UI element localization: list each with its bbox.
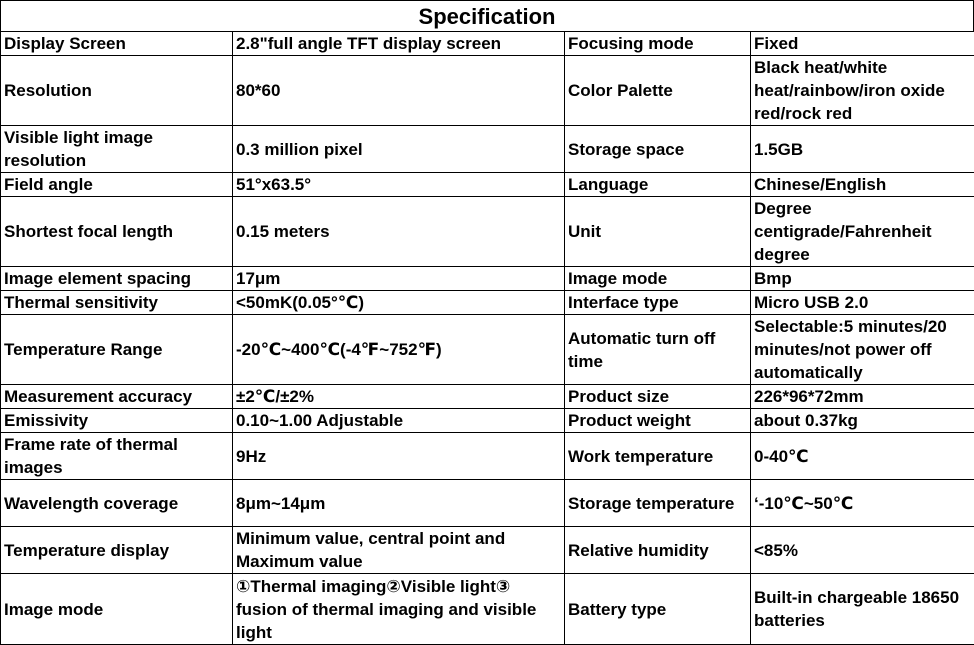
- spec-label: Product size: [565, 385, 751, 409]
- table-row: [1, 291, 974, 315]
- spec-value: ±2℃/±2%: [233, 385, 565, 409]
- spec-label: Image mode: [1, 574, 233, 645]
- spec-value: 0-40℃: [751, 433, 974, 480]
- spec-value: Micro USB 2.0: [751, 291, 974, 315]
- spec-label: Color Palette: [565, 56, 751, 126]
- spec-label: Measurement accuracy: [1, 385, 233, 409]
- spec-value: 0.3 million pixel: [233, 126, 565, 173]
- spec-label: Emissivity: [1, 409, 233, 433]
- spec-value: 51°x63.5°: [233, 173, 565, 197]
- spec-label: Temperature Range: [1, 315, 233, 385]
- spec-value: <85%: [751, 527, 974, 574]
- spec-value: <50mK(0.05°℃): [233, 291, 565, 315]
- spec-value: Black heat/white heat/rainbow/iron oxide red/rock red: [751, 56, 974, 126]
- spec-label: Display Screen: [1, 32, 233, 56]
- spec-value: 1.5GB: [751, 126, 974, 173]
- spec-value: 0.10~1.00 Adjustable: [233, 409, 565, 433]
- table-row: [1, 574, 974, 645]
- table-row: [1, 385, 974, 409]
- spec-table: [0, 31, 974, 645]
- spec-value: 226*96*72mm: [751, 385, 974, 409]
- spec-label: Product weight: [565, 409, 751, 433]
- spec-label: Language: [565, 173, 751, 197]
- table-row: [1, 173, 974, 197]
- spec-label: Relative humidity: [565, 527, 751, 574]
- spec-label: Shortest focal length: [1, 197, 233, 267]
- spec-label: Frame rate of thermal images: [1, 433, 233, 480]
- spec-label: Image element spacing: [1, 267, 233, 291]
- spec-value: Bmp: [751, 267, 974, 291]
- table-row: [1, 126, 974, 173]
- spec-value: Fixed: [751, 32, 974, 56]
- spec-value: Minimum value, central point and Maximum value: [233, 527, 565, 574]
- table-row: [1, 433, 974, 480]
- spec-label: Wavelength coverage: [1, 480, 233, 527]
- spec-title: Specification: [0, 0, 974, 31]
- spec-value: 2.8"full angle TFT display screen: [233, 32, 565, 56]
- table-row: [1, 315, 974, 385]
- spec-label: Storage space: [565, 126, 751, 173]
- spec-label: Focusing mode: [565, 32, 751, 56]
- spec-value: Selectable:5 minutes/20 minutes/not power off automatically: [751, 315, 974, 385]
- spec-value: -20℃~400℃(-4℉~752℉): [233, 315, 565, 385]
- spec-label: Thermal sensitivity: [1, 291, 233, 315]
- table-row: [1, 267, 974, 291]
- spec-label: Battery type: [565, 574, 751, 645]
- spec-value: Chinese/English: [751, 173, 974, 197]
- spec-label: Field angle: [1, 173, 233, 197]
- spec-value: 8μm~14μm: [233, 480, 565, 527]
- spec-label: Temperature display: [1, 527, 233, 574]
- spec-value: Built-in chargeable 18650 batteries: [751, 574, 974, 645]
- spec-label: Automatic turn off time: [565, 315, 751, 385]
- table-row: [1, 56, 974, 126]
- spec-label: Storage temperature: [565, 480, 751, 527]
- spec-value: 9Hz: [233, 433, 565, 480]
- spec-label: Work temperature: [565, 433, 751, 480]
- table-row: [1, 32, 974, 56]
- table-row: [1, 527, 974, 574]
- spec-value: 80*60: [233, 56, 565, 126]
- spec-value: ①Thermal imaging②Visible light③ fusion of thermal imaging and visible light: [233, 574, 565, 645]
- table-row: [1, 197, 974, 267]
- table-row: [1, 409, 974, 433]
- spec-value: Degree centigrade/Fahrenheit degree: [751, 197, 974, 267]
- spec-value: 0.15 meters: [233, 197, 565, 267]
- spec-value: about 0.37kg: [751, 409, 974, 433]
- spec-label: Image mode: [565, 267, 751, 291]
- spec-value: ‘-10℃~50℃: [751, 480, 974, 527]
- spec-label: Resolution: [1, 56, 233, 126]
- spec-value: 17μm: [233, 267, 565, 291]
- spec-label: Unit: [565, 197, 751, 267]
- spec-label: Interface type: [565, 291, 751, 315]
- table-row: [1, 480, 974, 527]
- spec-label: Visible light image resolution: [1, 126, 233, 173]
